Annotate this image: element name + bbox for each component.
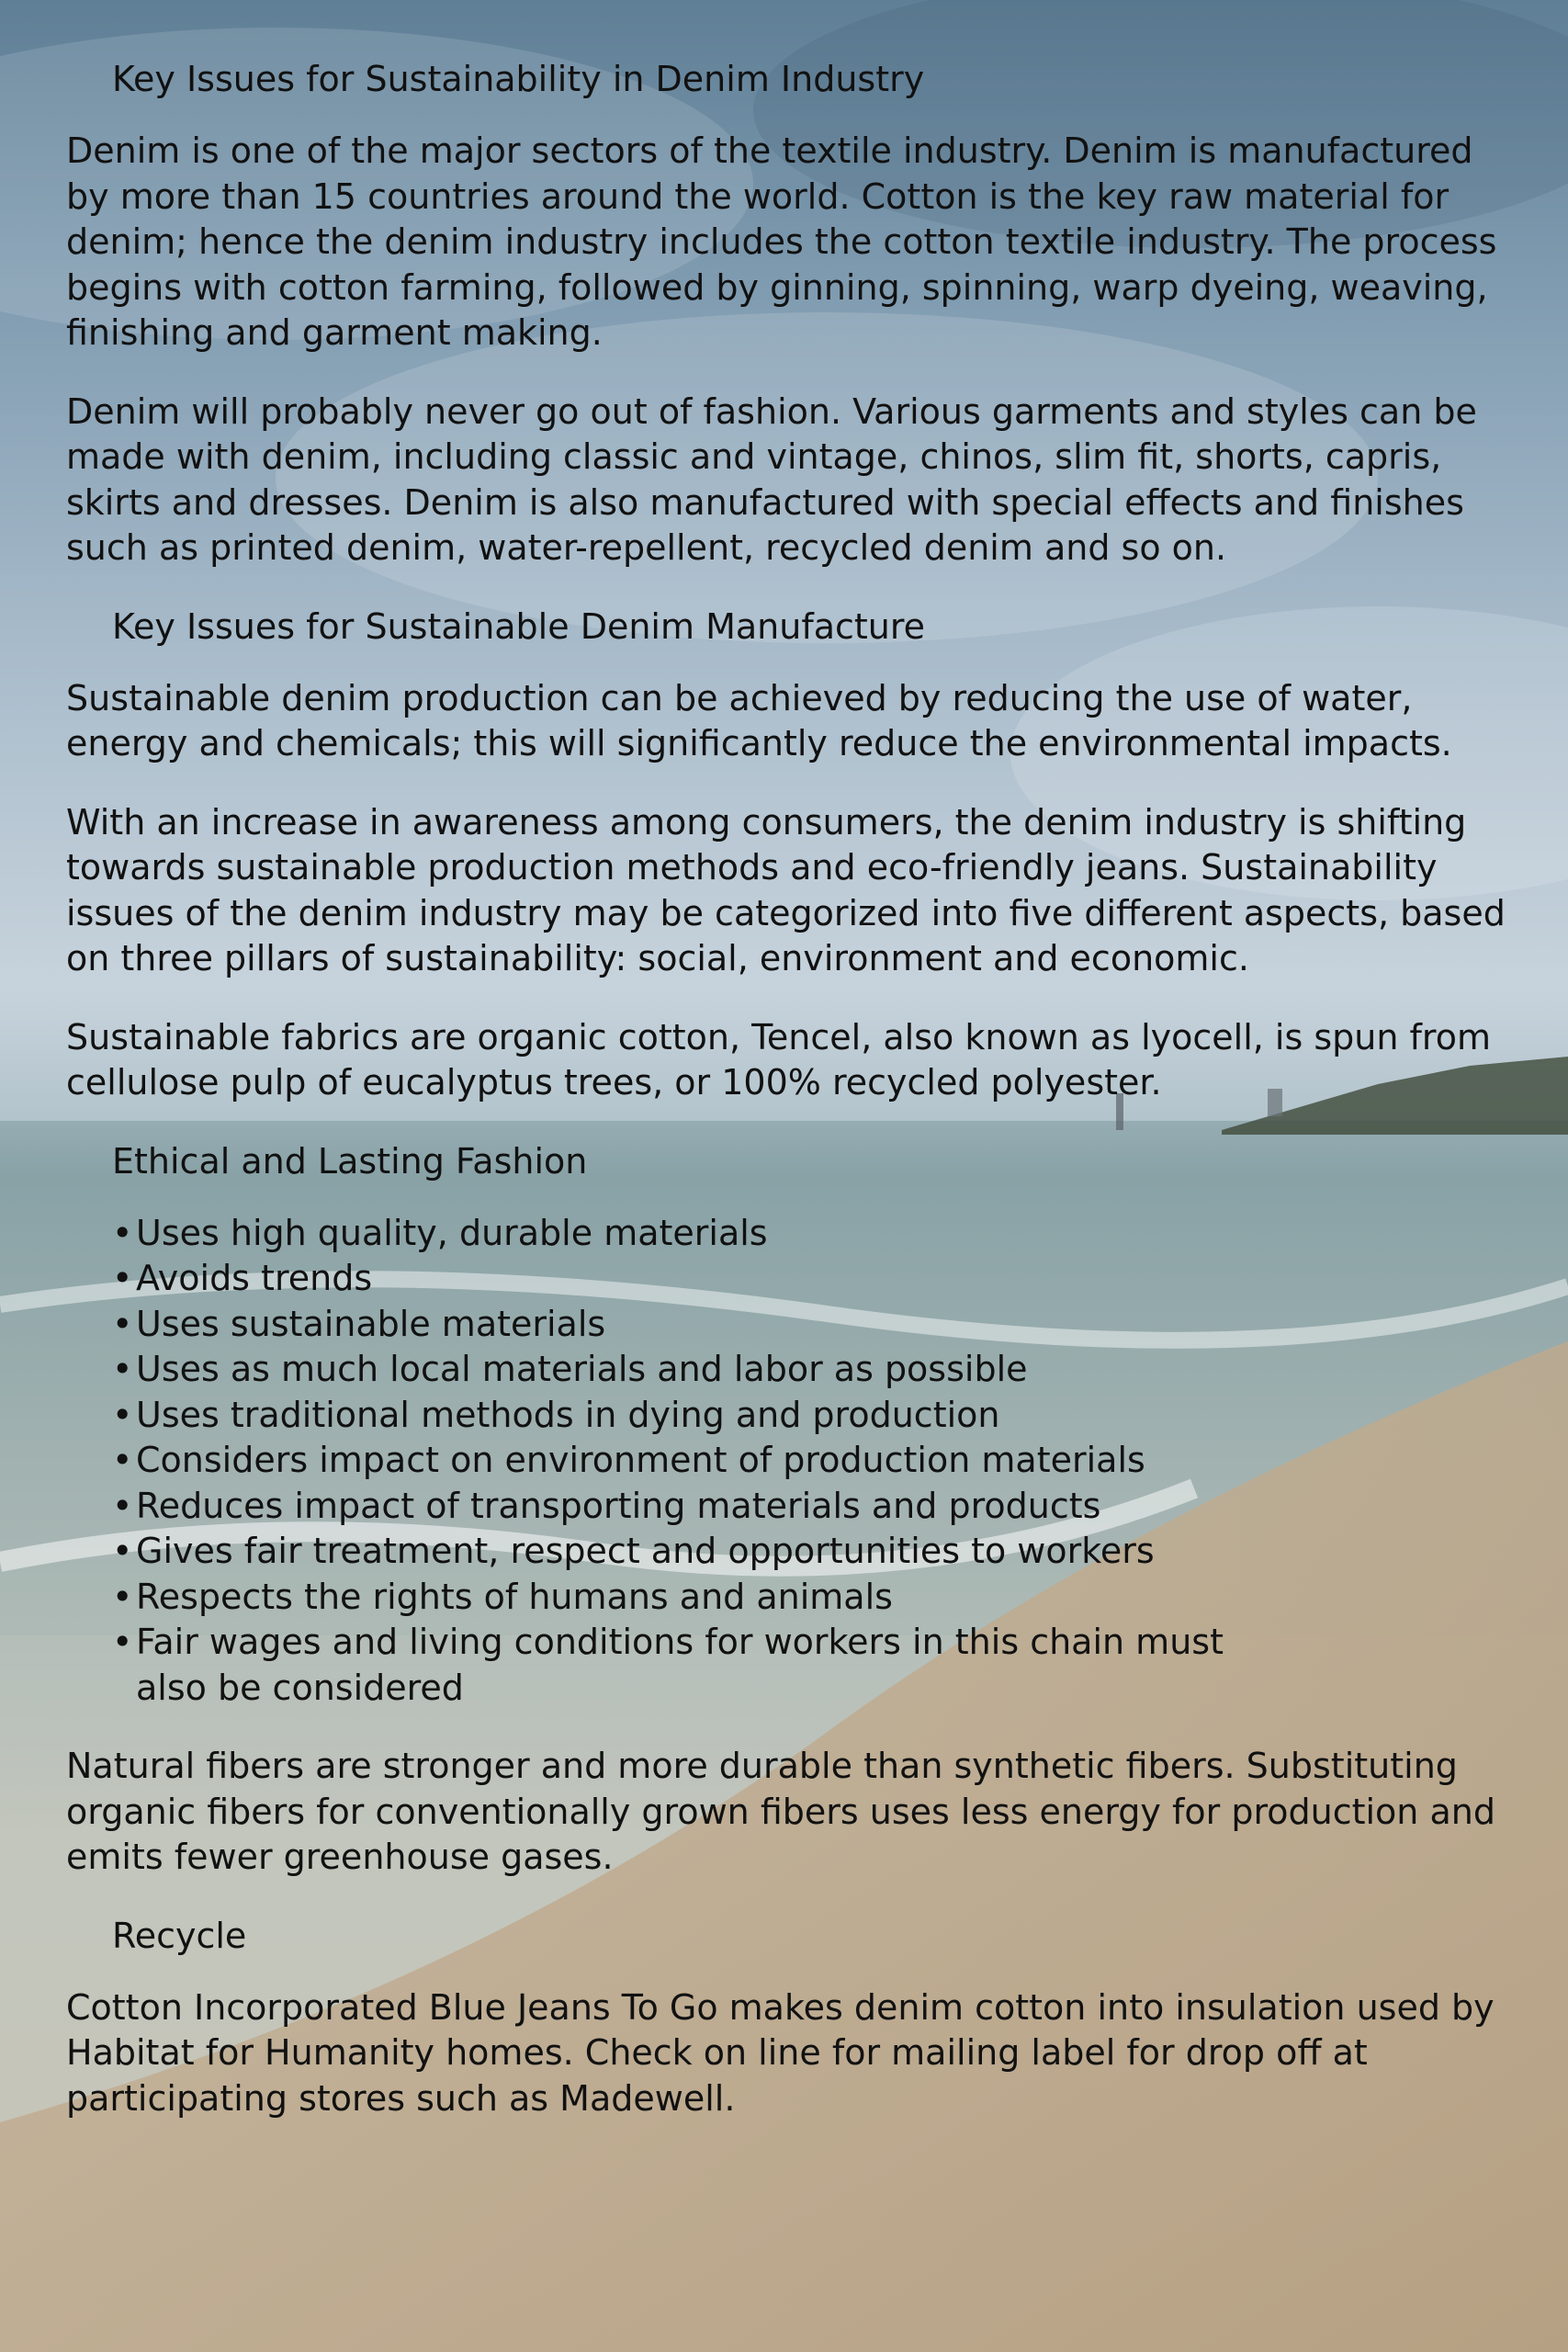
paragraph-natural-fibers: Natural fibers are stronger and more durable than synthetic fibers. Substituting organic fibers for conventionally grown fibers uses less energy for production and emits fewer greenhouse gases.: [66, 1746, 1495, 1877]
list-item: • Considers impact on environment of production materials: [112, 1438, 1266, 1484]
paragraph-reduce-resources: Sustainable denim production can be achieved by reducing the use of water, energy and chemicals; this will significantly reduce the environmental impacts.: [66, 677, 1452, 763]
list-item: • Reduces impact of transporting materials and products: [112, 1484, 1266, 1530]
list-item: • Fair wages and living conditions for workers in this chain must also be considered: [112, 1620, 1266, 1711]
list-item: • Uses as much local materials and labor as possible: [112, 1347, 1266, 1393]
heading-ethical-fashion: Ethical and Lasting Fashion: [112, 1140, 588, 1182]
list-item: • Uses sustainable materials: [112, 1302, 1266, 1348]
document-content: [66, 57, 1508, 2154]
list-item: • Uses high quality, durable materials: [112, 1211, 1266, 1257]
list-item: • Gives fair treatment, respect and opportunities to workers: [112, 1529, 1266, 1575]
paragraph-consumer-awareness: With an increase in awareness among consumers, the denim industry is shifting towards sustainable production methods and eco-friendly jeans. Sustainability issues of the denim industry may be categorized into five different aspects, based on three pillars of sustainability: social, environment and economic.: [66, 801, 1506, 978]
heading-sustainable-manufacture: Key Issues for Sustainable Denim Manufacture: [112, 605, 926, 647]
heading-recycle: Recycle: [112, 1915, 247, 1956]
list-item: • Avoids trends: [112, 1256, 1266, 1302]
list-item: • Respects the rights of humans and animals: [112, 1575, 1266, 1621]
paragraph-sustainable-fabrics: Sustainable fabrics are organic cotton, Tencel, also known as lyocell, is spun from cellulose pulp of eucalyptus trees, or 100% recycled polyester.: [66, 1016, 1491, 1102]
heading-sustainability-denim: Key Issues for Sustainability in Denim Industry: [112, 59, 925, 99]
paragraph-denim-fashion: Denim will probably never go out of fashion. Various garments and styles can be made with denim, including classic and vintage, chinos, slim fit, shorts, capris, skirts and dresses. Denim is also manufactured with special effects and finishes such as printed denim, water-repellent, recycled denim and so on.: [66, 390, 1477, 568]
paragraph-denim-overview: Denim is one of the major sectors of the textile industry. Denim is manufactured by more than 15 countries around the world. Cotton is the key raw material for denim; hence the denim industry includes the cotton textile industry. The process begins with cotton farming, followed by ginning, spinning, warp dyeing, weaving, finishing and garment making.: [66, 130, 1497, 353]
ethical-fashion-list: [112, 1211, 1508, 1712]
list-item: • Uses traditional methods in dying and production: [112, 1393, 1266, 1439]
paragraph-blue-jeans-to-go: Cotton Incorporated Blue Jeans To Go makes denim cotton into insulation used by Habitat for Humanity homes. Check on line for mailing label for drop off at participating stores such as Madewell.: [66, 1986, 1495, 2119]
